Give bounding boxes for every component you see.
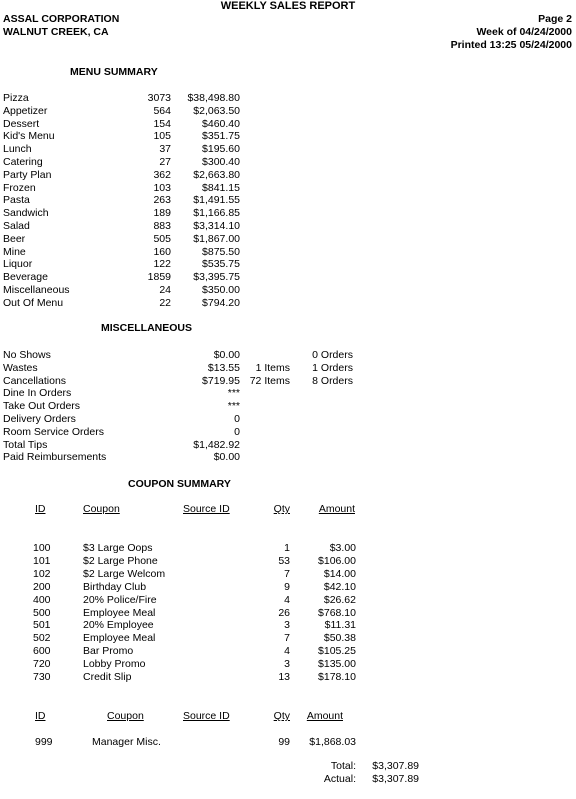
menu-item-name: Party Plan bbox=[3, 168, 52, 181]
menu-item-name: Out Of Menu bbox=[3, 296, 64, 309]
coupon-header-id: ID bbox=[35, 503, 46, 515]
coupon-row bbox=[0, 594, 576, 607]
misc-value: $1,482.92 bbox=[193, 438, 240, 451]
coupon-row bbox=[0, 645, 576, 658]
coupon-amount: $106.00 bbox=[318, 554, 356, 567]
page-number: Page 2 bbox=[538, 13, 572, 25]
coupon-name: 20% Police/Fire bbox=[83, 593, 157, 606]
week-of: Week of 04/24/2000 bbox=[476, 26, 572, 38]
coupon-name: Employee Meal bbox=[83, 606, 156, 619]
company-name: ASSAL CORPORATION bbox=[3, 13, 120, 25]
coupon-qty: 4 bbox=[284, 645, 290, 658]
coupon-id: 501 bbox=[33, 619, 51, 632]
coupon-name: Lobby Promo bbox=[83, 658, 146, 671]
coupon-qty: 3 bbox=[284, 619, 290, 632]
coupon-name: Bar Promo bbox=[83, 645, 134, 658]
misc-orders: 1 Orders bbox=[312, 361, 353, 374]
misc-value: *** bbox=[227, 400, 240, 413]
misc-value: $0.00 bbox=[213, 451, 240, 464]
misc-label: Total Tips bbox=[3, 438, 48, 451]
manager-header-amount: Amount bbox=[306, 710, 343, 722]
menu-item-amount: $2,663.80 bbox=[193, 168, 240, 181]
total-label: Total: bbox=[330, 760, 356, 772]
coupon-id: 400 bbox=[33, 593, 51, 606]
report-title: WEEKLY SALES REPORT bbox=[220, 0, 356, 12]
coupon-amount: $14.00 bbox=[323, 567, 356, 580]
actual-label: Actual: bbox=[323, 773, 356, 785]
menu-item-name: Kid's Menu bbox=[3, 130, 55, 143]
coupon-qty: 26 bbox=[278, 606, 290, 619]
misc-row bbox=[0, 413, 576, 426]
coupon-amount: $768.10 bbox=[318, 606, 356, 619]
menu-item-qty: 883 bbox=[153, 220, 171, 232]
menu-item-qty: 122 bbox=[153, 258, 171, 271]
menu-item-name: Pasta bbox=[3, 194, 30, 207]
menu-item-name: Appetizer bbox=[3, 104, 48, 117]
menu-item-qty: 1859 bbox=[147, 271, 171, 284]
menu-row bbox=[0, 271, 576, 284]
menu-item-amount: $3,314.10 bbox=[193, 220, 240, 232]
coupon-qty: 53 bbox=[278, 554, 290, 567]
menu-item-name: Frozen bbox=[3, 181, 36, 194]
coupon-header-source-id: Source ID bbox=[183, 503, 230, 515]
manager-row-qty: 99 bbox=[278, 736, 290, 748]
coupon-qty: 1 bbox=[284, 542, 290, 554]
coupon-name: $2 Large Phone bbox=[83, 554, 158, 567]
coupon-id: 100 bbox=[33, 542, 51, 554]
coupon-amount: $26.62 bbox=[323, 593, 356, 606]
coupon-header-amount: Amount bbox=[318, 503, 355, 515]
menu-item-name: Miscellaneous bbox=[3, 284, 70, 296]
menu-item-amount: $3,395.75 bbox=[193, 271, 240, 284]
coupon-summary-heading: COUPON SUMMARY bbox=[128, 478, 231, 490]
coupon-name: Employee Meal bbox=[83, 632, 156, 645]
company-location: WALNUT CREEK, CA bbox=[3, 26, 109, 38]
coupon-id: 101 bbox=[33, 554, 51, 567]
misc-orders: 8 Orders bbox=[312, 374, 353, 387]
menu-row bbox=[0, 220, 576, 233]
manager-header-coupon: Coupon bbox=[107, 710, 144, 722]
misc-items: 72 Items bbox=[249, 374, 290, 387]
menu-row bbox=[0, 207, 576, 220]
misc-label: Paid Reimbursements bbox=[3, 451, 107, 464]
misc-label: Take Out Orders bbox=[3, 400, 81, 413]
menu-row bbox=[0, 297, 576, 310]
misc-label: Room Service Orders bbox=[3, 425, 104, 438]
menu-item-name: Liquor bbox=[3, 258, 33, 271]
menu-item-qty: 263 bbox=[153, 194, 171, 207]
menu-item-amount: $460.40 bbox=[202, 117, 240, 130]
coupon-row bbox=[0, 619, 576, 632]
coupon-id: 502 bbox=[33, 632, 51, 645]
menu-item-qty: 37 bbox=[159, 143, 171, 156]
coupon-row bbox=[0, 568, 576, 581]
coupon-qty: 7 bbox=[284, 632, 290, 645]
menu-item-amount: $195.60 bbox=[202, 143, 240, 156]
menu-item-amount: $2,063.50 bbox=[193, 104, 240, 117]
coupon-qty: 9 bbox=[284, 580, 290, 593]
menu-item-name: Dessert bbox=[3, 117, 40, 130]
coupon-amount: $3.00 bbox=[329, 542, 356, 554]
coupon-name: 20% Employee bbox=[83, 619, 154, 632]
menu-item-name: Sandwich bbox=[3, 207, 49, 220]
misc-row bbox=[0, 439, 576, 452]
menu-item-amount: $841.15 bbox=[202, 181, 240, 194]
misc-value: *** bbox=[227, 387, 240, 400]
menu-item-amount: $300.40 bbox=[202, 156, 240, 168]
coupon-row bbox=[0, 607, 576, 620]
manager-row-id: 999 bbox=[35, 736, 53, 748]
coupon-name: Credit Slip bbox=[83, 671, 132, 683]
coupon-amount: $178.10 bbox=[318, 671, 356, 683]
misc-row bbox=[0, 362, 576, 375]
menu-item-qty: 505 bbox=[153, 232, 171, 245]
misc-value: 0 bbox=[234, 425, 240, 438]
menu-item-qty: 22 bbox=[159, 296, 171, 309]
menu-row bbox=[0, 92, 576, 105]
coupon-row bbox=[0, 581, 576, 594]
coupon-row bbox=[0, 671, 576, 684]
coupon-id: 720 bbox=[33, 658, 51, 671]
menu-row bbox=[0, 246, 576, 259]
coupon-qty: 4 bbox=[284, 593, 290, 606]
misc-row bbox=[0, 349, 576, 362]
coupon-header-qty: Qty bbox=[273, 503, 290, 515]
menu-item-amount: $1,867.00 bbox=[193, 232, 240, 245]
miscellaneous-heading: MISCELLANEOUS bbox=[101, 322, 193, 334]
coupon-row bbox=[0, 555, 576, 568]
misc-orders: 0 Orders bbox=[312, 349, 353, 361]
coupon-row bbox=[0, 658, 576, 671]
actual-value: $3,307.89 bbox=[372, 773, 419, 785]
manager-header-id: ID bbox=[35, 710, 46, 722]
menu-row bbox=[0, 156, 576, 169]
menu-item-amount: $38,498.80 bbox=[187, 92, 240, 104]
menu-item-qty: 189 bbox=[153, 207, 171, 220]
coupon-amount: $135.00 bbox=[318, 658, 356, 671]
menu-item-qty: 3073 bbox=[147, 92, 171, 104]
misc-value: $0.00 bbox=[213, 349, 240, 361]
misc-row bbox=[0, 375, 576, 388]
misc-label: Dine In Orders bbox=[3, 387, 72, 400]
misc-row bbox=[0, 387, 576, 400]
menu-item-name: Pizza bbox=[3, 92, 29, 104]
misc-label: Wastes bbox=[3, 361, 38, 374]
menu-item-qty: 564 bbox=[153, 104, 171, 117]
misc-label: Cancellations bbox=[3, 374, 67, 387]
menu-row bbox=[0, 194, 576, 207]
menu-item-qty: 105 bbox=[153, 130, 171, 143]
misc-label: Delivery Orders bbox=[3, 413, 76, 425]
menu-row bbox=[0, 118, 576, 131]
menu-item-qty: 362 bbox=[153, 168, 171, 181]
coupon-amount: $11.31 bbox=[324, 619, 356, 632]
manager-header-source-id: Source ID bbox=[183, 710, 230, 722]
coupon-amount: $50.38 bbox=[323, 632, 356, 645]
misc-value: $13.55 bbox=[207, 361, 240, 374]
coupon-id: 500 bbox=[33, 606, 51, 619]
menu-item-qty: 24 bbox=[159, 284, 171, 296]
menu-item-amount: $350.00 bbox=[202, 284, 240, 296]
misc-items: 1 Items bbox=[255, 361, 290, 374]
coupon-id: 200 bbox=[33, 580, 51, 593]
misc-row bbox=[0, 451, 576, 464]
menu-item-amount: $351.75 bbox=[202, 130, 240, 143]
menu-item-name: Catering bbox=[3, 156, 43, 168]
coupon-name: Birthday Club bbox=[83, 580, 147, 593]
menu-item-amount: $1,166.85 bbox=[193, 207, 240, 220]
menu-item-amount: $535.75 bbox=[202, 258, 240, 271]
menu-row bbox=[0, 105, 576, 118]
menu-item-qty: 160 bbox=[153, 245, 171, 258]
misc-value: $719.95 bbox=[202, 374, 240, 387]
coupon-qty: 3 bbox=[284, 658, 290, 671]
coupon-amount: $105.25 bbox=[318, 645, 356, 658]
total-value: $3,307.89 bbox=[372, 760, 419, 772]
coupon-amount: $42.10 bbox=[323, 580, 356, 593]
misc-row bbox=[0, 426, 576, 439]
manager-header-qty: Qty bbox=[273, 710, 290, 722]
menu-summary-heading: MENU SUMMARY bbox=[70, 66, 158, 78]
coupon-id: 600 bbox=[33, 645, 51, 658]
coupon-qty: 7 bbox=[284, 567, 290, 580]
menu-item-amount: $875.50 bbox=[202, 245, 240, 258]
menu-row bbox=[0, 130, 576, 143]
misc-label: No Shows bbox=[3, 349, 51, 361]
coupon-id: 730 bbox=[33, 671, 51, 683]
menu-row bbox=[0, 143, 576, 156]
manager-row-coupon: Manager Misc. bbox=[92, 736, 161, 748]
coupon-row bbox=[0, 542, 576, 555]
misc-row bbox=[0, 400, 576, 413]
menu-item-name: Salad bbox=[3, 220, 30, 232]
coupon-name: $3 Large Oops bbox=[83, 542, 153, 554]
coupon-id: 102 bbox=[33, 567, 51, 580]
menu-item-name: Lunch bbox=[3, 143, 32, 156]
printed-timestamp: Printed 13:25 05/24/2000 bbox=[450, 39, 572, 51]
menu-item-amount: $794.20 bbox=[202, 296, 240, 309]
menu-row bbox=[0, 233, 576, 246]
coupon-header-coupon: Coupon bbox=[83, 503, 120, 515]
menu-item-name: Mine bbox=[3, 245, 26, 258]
coupon-name: $2 Large Welcom bbox=[83, 567, 166, 580]
menu-row bbox=[0, 284, 576, 297]
menu-item-qty: 154 bbox=[153, 117, 171, 130]
menu-item-qty: 27 bbox=[159, 156, 171, 168]
menu-item-name: Beverage bbox=[3, 271, 48, 284]
menu-item-amount: $1,491.55 bbox=[193, 194, 240, 207]
misc-value: 0 bbox=[234, 413, 240, 425]
menu-item-qty: 103 bbox=[153, 181, 171, 194]
coupon-qty: 13 bbox=[278, 671, 290, 683]
menu-item-name: Beer bbox=[3, 232, 26, 245]
manager-row-amount: $1,868.03 bbox=[309, 736, 356, 748]
menu-row bbox=[0, 182, 576, 195]
coupon-row bbox=[0, 632, 576, 645]
menu-row bbox=[0, 258, 576, 271]
menu-row bbox=[0, 169, 576, 182]
